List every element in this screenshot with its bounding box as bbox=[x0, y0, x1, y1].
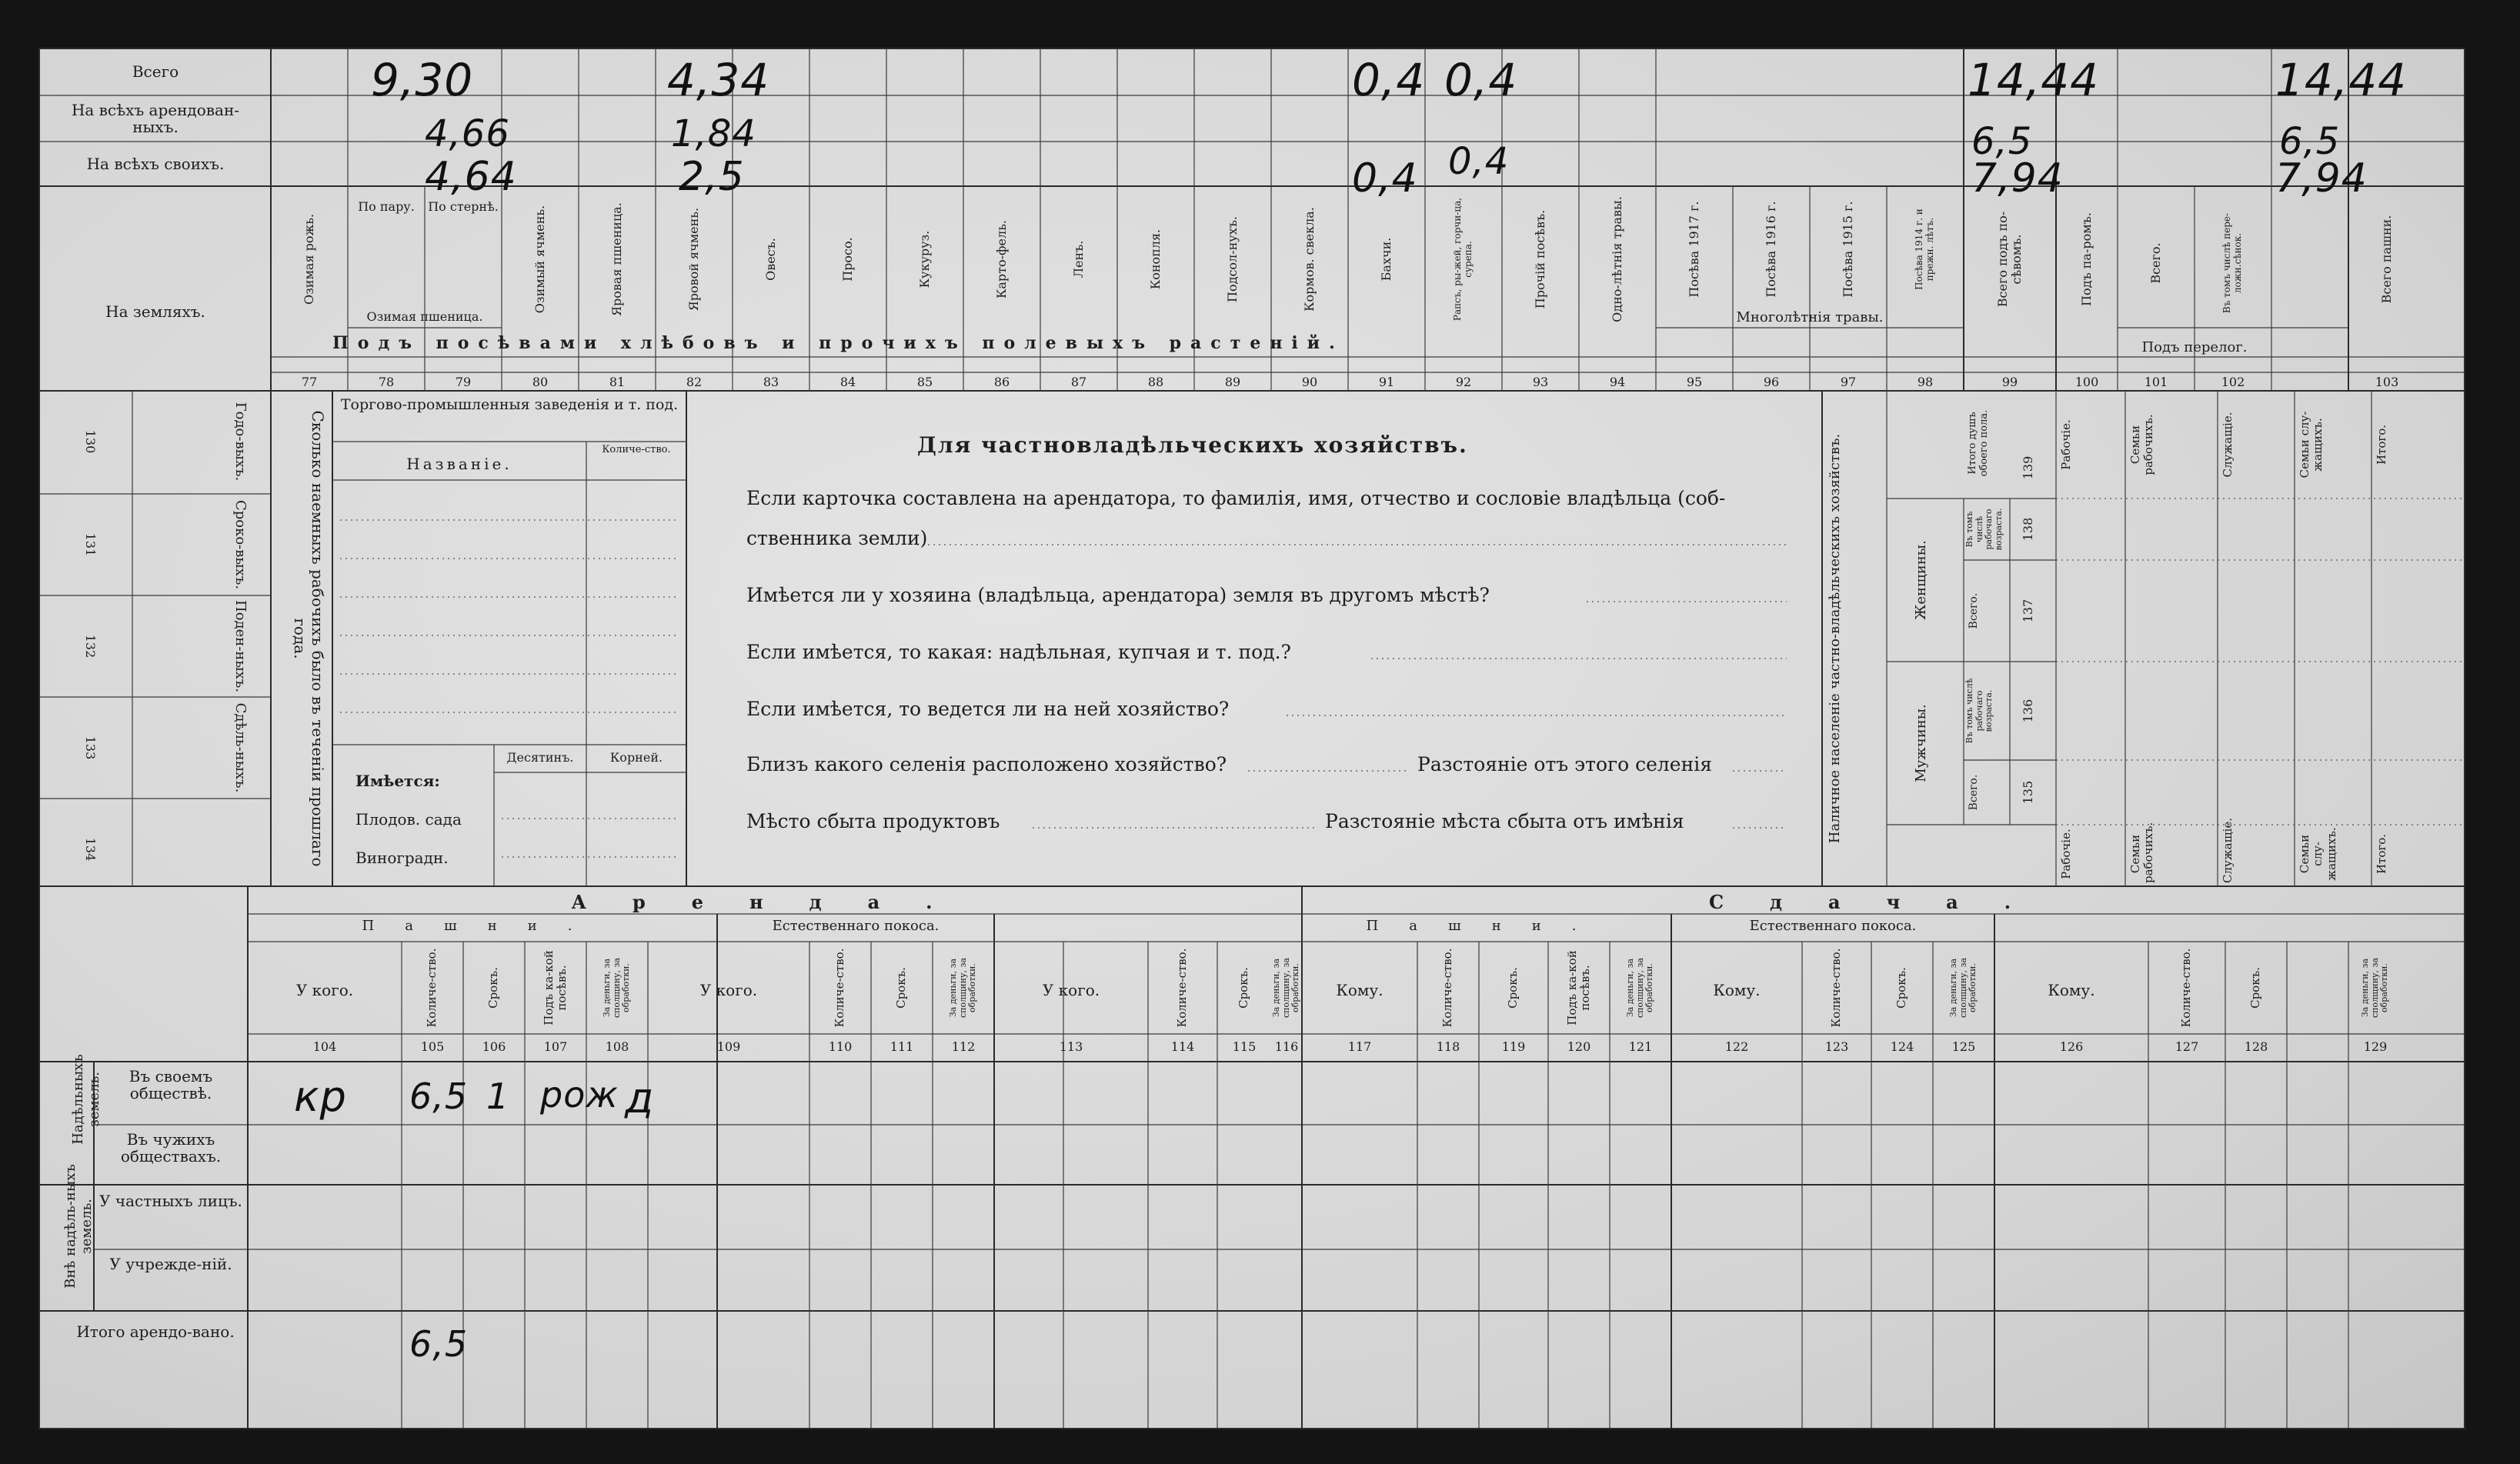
arenda-col-header: У кого. bbox=[1042, 981, 1100, 999]
hw-arend-pashni: 6,5 bbox=[2279, 120, 2341, 163]
arenda-col-header: За деньги, за сполщину, за обработки. bbox=[602, 958, 632, 1019]
arenda-col-header: Количе-ство. bbox=[1175, 948, 1190, 1028]
bottom-col-number: 117 bbox=[1347, 1039, 1372, 1054]
arenda-pashni: Пашни. bbox=[362, 918, 603, 934]
top-col-number: 84 bbox=[839, 375, 856, 389]
hw-bottom-srok: 1 bbox=[486, 1075, 510, 1117]
pop-col-header-top: Рабочiе. bbox=[2059, 419, 2073, 470]
hired-col-number: 132 bbox=[83, 634, 98, 659]
sdacha-col-header: Срокъ. bbox=[2248, 967, 2263, 1009]
row-label-arendovannykh: На всѣхъ арендован-ныхъ. bbox=[71, 101, 240, 136]
bottom-col-number: 125 bbox=[1951, 1039, 1976, 1054]
hw-svoikh-raps: 0,4 bbox=[1448, 140, 1510, 183]
private-q6b: Разстоянiе мѣста сбыта отъ имѣнiя bbox=[1325, 810, 1684, 832]
pop-col-header-bottom: Служащiе. bbox=[2221, 818, 2235, 883]
sdacha-title: Сдача. bbox=[1708, 891, 2058, 913]
pop-col-number: 137 bbox=[2021, 599, 2035, 623]
bottom-col-number: 113 bbox=[1059, 1039, 1083, 1054]
top-col-header: Посѣва 1915 г. bbox=[1840, 201, 1855, 298]
top-col-header: Яровая пшеница. bbox=[609, 202, 624, 316]
top-col-number: 89 bbox=[1224, 375, 1241, 389]
group-vnenadelnykh: Внѣ надѣль-ныхъ земель. bbox=[62, 1164, 95, 1289]
bottom-col-number: 120 bbox=[1567, 1039, 1591, 1054]
top-col-header: Кормов. свекла. bbox=[1301, 207, 1317, 312]
row-label-vsego: Всего bbox=[132, 62, 179, 81]
hired-question: Сколько наемныхъ рабочихъ было въ теченiи прошлаго года. bbox=[291, 410, 327, 867]
top-col-header: Озимая рожь. bbox=[301, 213, 316, 305]
arenda-col-header: Срокъ. bbox=[894, 967, 909, 1009]
top-col-header: Бахчи. bbox=[1378, 237, 1394, 282]
top-col-number: 78 bbox=[378, 375, 395, 389]
top-col-number: 94 bbox=[1609, 375, 1626, 389]
top-col-header: Посѣва 1914 г. и прежн. лѣтъ. bbox=[1914, 208, 1935, 290]
pop-women-label: Женщины. bbox=[1913, 540, 1929, 620]
group-pod-perelog: Подъ перелог. bbox=[2141, 339, 2248, 355]
top-col-header: Рапсъ, ры-жей, горчи-ца, сурепа. bbox=[1452, 197, 1474, 322]
arenda-col-header: Подъ ка-кой посѣвъ. bbox=[541, 950, 569, 1025]
sdacha-col-header: Количе-ство. bbox=[1440, 948, 1455, 1028]
hw-arend-yachmen: 1,84 bbox=[671, 112, 756, 155]
row-chuzhikh-obshchestvakh: Въ чужихъ обществахъ. bbox=[120, 1130, 222, 1166]
garden-has-label: Имѣется: bbox=[355, 772, 440, 790]
private-q5a: Близъ какого селенiя расположено хозяйство? bbox=[746, 753, 1227, 775]
private-q2: Имѣется ли у хозяина (владѣльца, арендатора) земля въ другомъ мѣстѣ? bbox=[746, 584, 1490, 606]
garden-plody: Плодов. сада bbox=[355, 810, 462, 829]
bottom-col-number: 112 bbox=[951, 1039, 976, 1054]
group-mnogoletnie-travy: Многолѣтнiя травы. bbox=[1736, 309, 1884, 325]
top-col-header: По пару. bbox=[358, 199, 415, 214]
top-col-header: Посѣва 1917 г. bbox=[1686, 201, 1701, 298]
bottom-col-number: 106 bbox=[482, 1039, 506, 1054]
banner-pod-posevami: Подъ посѣвами хлѣбовъ и прочихъ полевыхъ растенiй. bbox=[332, 333, 1344, 353]
trade-title: Торгово-промышленныя заведенiя и т. под. bbox=[340, 396, 679, 413]
top-col-number: 80 bbox=[532, 375, 549, 389]
private-q3: Если имѣется, то какая: надѣльная, купчая и т. под.? bbox=[746, 641, 1291, 663]
hw-arend-rozh: 4,66 bbox=[425, 112, 510, 155]
row-label-svoikh: На всѣхъ своихъ. bbox=[86, 155, 225, 173]
private-q6a: Мѣсто сбыта продуктовъ bbox=[746, 810, 1000, 832]
top-col-header: Просо. bbox=[839, 237, 855, 282]
hired-type-label: Сдѣль-ныхъ. bbox=[232, 702, 249, 793]
sdacha-col-header: За деньги, за сполщину, за обработки. bbox=[1625, 958, 1655, 1019]
top-col-header: Всего. bbox=[2148, 242, 2163, 284]
trade-qty-header: Количе-ство. bbox=[602, 444, 671, 455]
top-col-number: 81 bbox=[609, 375, 626, 389]
top-col-header: Яровой ячмень. bbox=[686, 207, 701, 312]
top-col-header: Ленъ. bbox=[1070, 240, 1086, 278]
private-title: Для частновладѣльческихъ хозяйствъ. bbox=[917, 432, 1468, 458]
hired-type-label: Поден-ныхъ. bbox=[232, 600, 249, 692]
hw-svoikh-posev: 7,94 bbox=[1971, 155, 2064, 202]
bottom-col-number: 116 bbox=[1274, 1039, 1299, 1054]
top-col-header: Въ томъ числѣ пере-ложн.сѣнок. bbox=[2221, 212, 2243, 314]
bottom-col-number: 129 bbox=[2363, 1039, 2388, 1054]
arenda-col-header: У кого. bbox=[699, 981, 758, 999]
bottom-col-number: 128 bbox=[2244, 1039, 2268, 1054]
bottom-col-number: 127 bbox=[2175, 1039, 2199, 1054]
top-col-header: Всего пашни. bbox=[2378, 215, 2394, 304]
hw-vsego-raps: 0,4 bbox=[1444, 54, 1518, 106]
hired-col-number: 134 bbox=[83, 837, 98, 862]
hw-bottom-kolichestvo: 6,5 bbox=[409, 1075, 469, 1117]
sdacha-col-header: Подъ ка-кой посѣвъ. bbox=[1564, 950, 1592, 1025]
top-col-header: Всего подъ по-сѣвомъ. bbox=[1994, 211, 2024, 308]
hw-svoikh-yachmen: 2,5 bbox=[679, 154, 745, 200]
sdacha-pashni: Пашни. bbox=[1366, 918, 1607, 934]
census-card bbox=[38, 48, 2465, 1429]
top-col-number: 77 bbox=[301, 375, 318, 389]
top-col-number: 85 bbox=[916, 375, 933, 389]
top-col-number: 86 bbox=[993, 375, 1010, 389]
sdacha-col-header: Кому. bbox=[2048, 981, 2095, 999]
sdacha-col-header: Количе-ство. bbox=[2179, 948, 2194, 1028]
top-col-header: Кукуруз. bbox=[916, 230, 932, 288]
pop-col-header-top: Итого. bbox=[2375, 424, 2388, 465]
garden-vinograd: Виноградн. bbox=[355, 849, 449, 867]
garden-desyatin: Десятинъ. bbox=[506, 750, 574, 765]
pop-col-header-top: Семьи рабочихъ. bbox=[2128, 414, 2156, 475]
private-q1a: Если карточка составлена на арендатора, то фамилiя, имя, отчество и сословiе владѣльца (соб- bbox=[746, 487, 1726, 509]
top-col-header: Овесъ. bbox=[763, 238, 778, 281]
top-col-number: 87 bbox=[1070, 375, 1087, 389]
sdacha-col-header: За деньги, за сполщину, за обработки. bbox=[2360, 958, 2390, 1019]
sdacha-col-header: Срокъ. bbox=[1894, 967, 1909, 1009]
bottom-col-number: 110 bbox=[828, 1039, 853, 1054]
hw-svoikh-pashni: 7,94 bbox=[2275, 155, 2368, 202]
arenda-title: Аренда. bbox=[571, 891, 979, 913]
sdacha-pokos: Естественнаго покоса. bbox=[1749, 918, 1917, 934]
top-col-number: 96 bbox=[1763, 375, 1780, 389]
pop-col-number: 138 bbox=[2021, 517, 2035, 542]
trade-name-header: Названiе. bbox=[406, 455, 512, 473]
pop-col-number: 135 bbox=[2021, 780, 2035, 805]
bottom-col-number: 105 bbox=[420, 1039, 445, 1054]
arenda-pokos: Естественнаго покоса. bbox=[772, 918, 940, 934]
bottom-col-number: 104 bbox=[312, 1039, 337, 1054]
bottom-col-number: 118 bbox=[1436, 1039, 1460, 1054]
bottom-col-number: 107 bbox=[543, 1039, 568, 1054]
top-col-header: Озимый ячмень. bbox=[532, 205, 547, 314]
row-label-na-zemlyakh: На земляхъ. bbox=[105, 302, 205, 321]
top-col-header: Конопля. bbox=[1147, 228, 1163, 290]
arenda-col-header: За деньги, за сполщину, за обработки. bbox=[948, 958, 978, 1019]
top-col-header: Карто-фель. bbox=[993, 220, 1009, 299]
hw-vsego-yachmen: 4,34 bbox=[667, 54, 770, 106]
top-col-number: 99 bbox=[2001, 375, 2018, 389]
bottom-col-number: 124 bbox=[1890, 1039, 1914, 1054]
garden-korney: Корней. bbox=[609, 750, 663, 765]
private-q5b: Разстоянiе отъ этого селенiя bbox=[1417, 753, 1713, 775]
pop-col-header-bottom: Рабочiе. bbox=[2059, 829, 2073, 879]
bottom-col-number: 126 bbox=[2059, 1039, 2084, 1054]
bottom-col-number: 115 bbox=[1232, 1039, 1257, 1054]
top-col-number: 97 bbox=[1840, 375, 1857, 389]
pop-col-header-bottom: Семьи рабочихъ. bbox=[2128, 822, 2156, 883]
pop-men-label: Мужчины. bbox=[1913, 704, 1929, 782]
top-col-number: 100 bbox=[2074, 375, 2099, 389]
hw-vsego-posev: 14,44 bbox=[1968, 54, 2100, 106]
top-col-header: Подъ па-ромъ. bbox=[2078, 212, 2094, 306]
arenda-col-header: Срокъ. bbox=[1237, 967, 1251, 1009]
top-col-number: 83 bbox=[763, 375, 779, 389]
row-svoem-obshchestve: Въ своемъ обществѣ. bbox=[129, 1067, 213, 1102]
top-col-header: Посѣва 1916 г. bbox=[1763, 201, 1778, 298]
sdacha-col-header: Кому. bbox=[1713, 981, 1761, 999]
hw-bottom-itogo: 6,5 bbox=[409, 1323, 469, 1365]
top-col-number: 82 bbox=[686, 375, 703, 389]
top-col-number: 92 bbox=[1455, 375, 1472, 389]
pop-col-header-bottom: Семьи слу-жащихъ. bbox=[2298, 827, 2338, 881]
pop-men-working: Въ томъ числѣ рабочаго возраста. bbox=[1964, 678, 1994, 744]
hw-bottom-u-kogo: кр bbox=[294, 1072, 347, 1121]
top-col-number: 91 bbox=[1378, 375, 1395, 389]
pop-women-working: Въ томъ числѣ рабочаго возраста. bbox=[1964, 508, 2004, 551]
sdacha-col-header: За деньги, за сполщину, за обработки. bbox=[1948, 958, 1978, 1019]
top-col-number: 103 bbox=[2375, 375, 2399, 389]
bottom-col-number: 109 bbox=[716, 1039, 741, 1054]
row-uchrezhdeniy: У учрежде-нiй. bbox=[109, 1255, 232, 1273]
hired-type-label: Сроко-выхъ. bbox=[232, 499, 249, 590]
bottom-col-number: 108 bbox=[605, 1039, 629, 1054]
pop-col-number: 139 bbox=[2021, 455, 2035, 480]
hw-bottom-posev: рож bbox=[540, 1074, 619, 1116]
bottom-col-number: 111 bbox=[890, 1039, 914, 1054]
bottom-col-number: 122 bbox=[1724, 1039, 1749, 1054]
population-title: Наличное населенiе частно-владѣльческихъ хозяйствъ. bbox=[1827, 433, 1843, 844]
hw-arend-posev: 6,5 bbox=[1971, 120, 2033, 163]
hw-vsego-pashni: 14,44 bbox=[2275, 54, 2408, 106]
top-col-number: 88 bbox=[1147, 375, 1164, 389]
pop-col-header-top: Служащiе. bbox=[2221, 412, 2235, 478]
top-col-number: 95 bbox=[1686, 375, 1703, 389]
arenda-col-header: У кого. bbox=[295, 981, 354, 999]
top-col-number: 98 bbox=[1917, 375, 1934, 389]
hw-svoikh-rozh: 4,64 bbox=[425, 154, 517, 200]
arenda-col-header: За деньги, за сполщину, за обработки. bbox=[1271, 958, 1301, 1019]
top-col-header: Подсол-нухъ. bbox=[1224, 216, 1240, 302]
hw-vsego-rozh: 9,30 bbox=[371, 54, 474, 106]
hw-bottom-plata: д bbox=[625, 1074, 655, 1122]
pop-total-souls: Итого душъ обоего пола. bbox=[1967, 409, 1990, 477]
top-col-number: 79 bbox=[455, 375, 472, 389]
hw-vsego-bakhchi: 0,4 bbox=[1352, 54, 1426, 106]
top-col-header: Прочiй посѣвъ. bbox=[1532, 209, 1547, 309]
top-col-number: 93 bbox=[1532, 375, 1549, 389]
bottom-col-number: 119 bbox=[1501, 1039, 1526, 1054]
pop-col-number: 136 bbox=[2021, 699, 2035, 723]
arenda-col-header: Количе-ство. bbox=[833, 948, 847, 1028]
pop-women-total: Всего. bbox=[1968, 592, 1980, 629]
hired-col-number: 130 bbox=[83, 429, 98, 454]
group-nadelnykh: Надѣльныхъ земель. bbox=[70, 1054, 102, 1145]
sdacha-col-header: Количе-ство. bbox=[1829, 948, 1844, 1028]
top-col-header: Одно-лѣтнiя травы. bbox=[1609, 196, 1624, 322]
pop-col-header-bottom: Итого. bbox=[2375, 833, 2388, 875]
private-q4: Если имѣется, то ведется ли на ней хозяйство? bbox=[746, 698, 1230, 720]
bottom-col-number: 121 bbox=[1628, 1039, 1653, 1054]
arenda-col-header: Количе-ство. bbox=[425, 948, 439, 1028]
row-itogo-arendovano: Итого арендо-вано. bbox=[76, 1322, 235, 1341]
bottom-col-number: 114 bbox=[1170, 1039, 1195, 1054]
hired-col-number: 133 bbox=[83, 735, 98, 760]
top-col-number: 102 bbox=[2221, 375, 2245, 389]
top-col-number: 90 bbox=[1301, 375, 1318, 389]
arenda-col-header: Срокъ. bbox=[486, 967, 501, 1009]
hired-type-label: Годо-выхъ. bbox=[232, 402, 249, 482]
hw-svoikh-bakhchi: 0,4 bbox=[1352, 155, 1418, 202]
hired-col-number: 131 bbox=[83, 532, 98, 557]
pop-men-total: Всего. bbox=[1968, 774, 1980, 811]
pop-col-header-top: Семьи слу-жащихъ. bbox=[2298, 411, 2325, 479]
top-col-number: 101 bbox=[2144, 375, 2168, 389]
group-ozimaya-pshenitsa: Озимая пшеница. bbox=[366, 309, 483, 324]
private-q1b: ственника земли) bbox=[746, 527, 928, 549]
row-chastnykh-lits: У частныхъ лицъ. bbox=[99, 1192, 242, 1210]
sdacha-col-header: Срокъ. bbox=[1506, 967, 1520, 1009]
top-col-header: По стернѣ. bbox=[428, 199, 499, 214]
sdacha-col-header: Кому. bbox=[1336, 981, 1383, 999]
bottom-col-number: 123 bbox=[1824, 1039, 1849, 1054]
